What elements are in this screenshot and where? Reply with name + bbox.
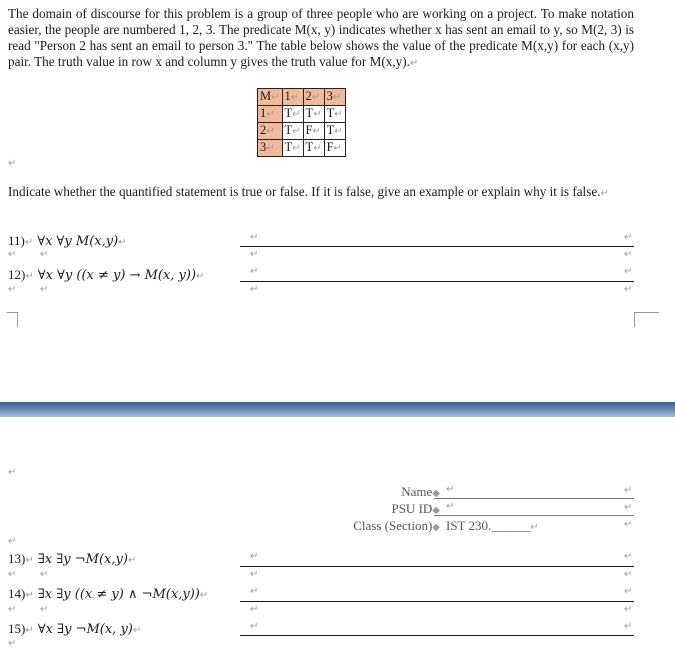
page-break-band <box>0 402 675 417</box>
answer-mark: ↵ <box>250 232 259 243</box>
paragraph-mark: ↵ <box>250 284 259 295</box>
row-end-mark: ↵ <box>624 551 633 562</box>
row-end-mark: ↵ <box>624 266 633 277</box>
table-row-header: 2↵ <box>258 123 283 140</box>
name-input-line[interactable] <box>434 498 634 499</box>
row-end-mark: ↵ <box>624 604 633 615</box>
truth-table <box>257 88 346 157</box>
table-cell: T↵ <box>324 106 345 123</box>
table-col-header: 1↵ <box>282 89 303 106</box>
row-end-mark: ↵ <box>624 485 633 496</box>
row-end-mark: ↵ <box>624 519 633 530</box>
table-cell: T↵ <box>303 106 324 123</box>
row-end-mark: ↵ <box>624 586 633 597</box>
answer-mark: ↵ <box>250 266 259 277</box>
class-value: IST 230.______↵ <box>446 518 539 533</box>
answer-line-15[interactable] <box>240 635 634 636</box>
name-label: Name◆ <box>401 484 440 499</box>
table-row <box>258 140 346 157</box>
answer-line-14[interactable] <box>240 601 634 602</box>
answer-line-11[interactable] <box>240 246 634 247</box>
paragraph-mark: ↵ <box>8 569 17 580</box>
table-row <box>258 106 346 123</box>
table-cell: T↵ <box>324 123 345 140</box>
paragraph-mark: ↵ <box>250 604 259 615</box>
paragraph-mark: ↵ <box>40 284 49 295</box>
instruction-text: Indicate whether the quantified statement is true or false. If it is false, give an example or explain why it is false.↵ <box>8 184 609 199</box>
problem-intro: The domain of discourse for this problem is a group of three people who are working on a project. To make notation easier, the people are numbered 1, 2, 3. The predicate M(x, y) indicates whether x has sent an email to y, so M(2, 3) is read "Person 2 has sent an email to person 3." The table below shows the value of the predicate M(x,y) for each (x,y) pair. The truth value in row x and column y gives the truth value for M(x,y).↵ <box>8 6 634 69</box>
paragraph-mark: ↵ <box>40 604 49 615</box>
row-end-mark: ↵ <box>624 232 633 243</box>
crop-mark-right <box>634 312 659 327</box>
crop-mark-left <box>7 312 18 327</box>
question-12-expression: ∀x ∀y ((x ≠ y) → M(x, y)) <box>37 268 197 283</box>
table-row <box>258 123 346 140</box>
question-15-expression: ∀x ∃y ¬M(x, y) <box>37 622 133 637</box>
question-11: 11)↵ ∀x ∀y M(x,y)↵ <box>8 233 127 249</box>
table-corner-cell: M↵ <box>258 89 283 106</box>
table-cell: T↵ <box>303 140 324 157</box>
paragraph-mark: ↵ <box>250 569 259 580</box>
answer-mark: ↵ <box>250 551 259 562</box>
question-12: 12)↵ ∀x ∀y ((x ≠ y) → M(x, y))↵ <box>8 267 205 283</box>
empty-paragraph-mark: ↵ <box>8 158 17 169</box>
paragraph-mark: ↵ <box>40 249 49 260</box>
psu-id-label: PSU ID◆ <box>391 501 440 516</box>
class-label: Class (Section)◆ <box>353 518 440 533</box>
question-11-expression: ∀x ∀y M(x,y) <box>37 234 119 249</box>
question-13-expression: ∃x ∃y ¬M(x,y) <box>37 552 128 567</box>
paragraph-mark: ↵ <box>446 501 455 512</box>
paragraph-mark: ↵ <box>8 536 17 547</box>
answer-mark: ↵ <box>250 586 259 597</box>
table-row-header: 3↵ <box>258 140 283 157</box>
question-15: 15)↵ ∀x ∃y ¬M(x, y)↵ <box>8 621 142 637</box>
paragraph-mark: ↵ <box>8 638 17 649</box>
paragraph-mark: ↵ <box>8 249 17 260</box>
question-14-expression: ∃x ∃y ((x ≠ y) ∧ ¬M(x,y)) <box>37 587 200 602</box>
table-col-header: 2↵ <box>303 89 324 106</box>
answer-line-13[interactable] <box>240 566 634 567</box>
answer-line-12[interactable] <box>240 281 634 282</box>
row-end-mark: ↵ <box>624 502 633 513</box>
row-end-mark: ↵ <box>624 284 633 295</box>
question-13: 13)↵ ∃x ∃y ¬M(x,y)↵ <box>8 551 137 567</box>
table-cell: T↵ <box>282 106 303 123</box>
row-end-mark: ↵ <box>624 249 633 260</box>
paragraph-mark: ↵ <box>250 249 259 260</box>
table-cell: T↵ <box>282 140 303 157</box>
answer-mark: ↵ <box>250 621 259 632</box>
paragraph-mark: ↵ <box>8 284 17 295</box>
paragraph-mark: ↵ <box>8 467 17 478</box>
row-end-mark: ↵ <box>624 569 633 580</box>
paragraph-mark: ↵ <box>8 604 17 615</box>
table-col-header: 3↵ <box>324 89 345 106</box>
paragraph-mark: ↵ <box>40 569 49 580</box>
table-cell: F↵ <box>324 140 345 157</box>
paragraph-mark: ↵ <box>446 484 455 495</box>
table-row-header: 1↵ <box>258 106 283 123</box>
question-14: 14)↵ ∃x ∃y ((x ≠ y) ∧ ¬M(x,y))↵ <box>8 586 209 602</box>
table-header-row <box>258 89 346 106</box>
row-end-mark: ↵ <box>624 621 633 632</box>
table-cell: F↵ <box>303 123 324 140</box>
table-cell: T↵ <box>282 123 303 140</box>
psu-id-input-line[interactable] <box>434 515 634 516</box>
